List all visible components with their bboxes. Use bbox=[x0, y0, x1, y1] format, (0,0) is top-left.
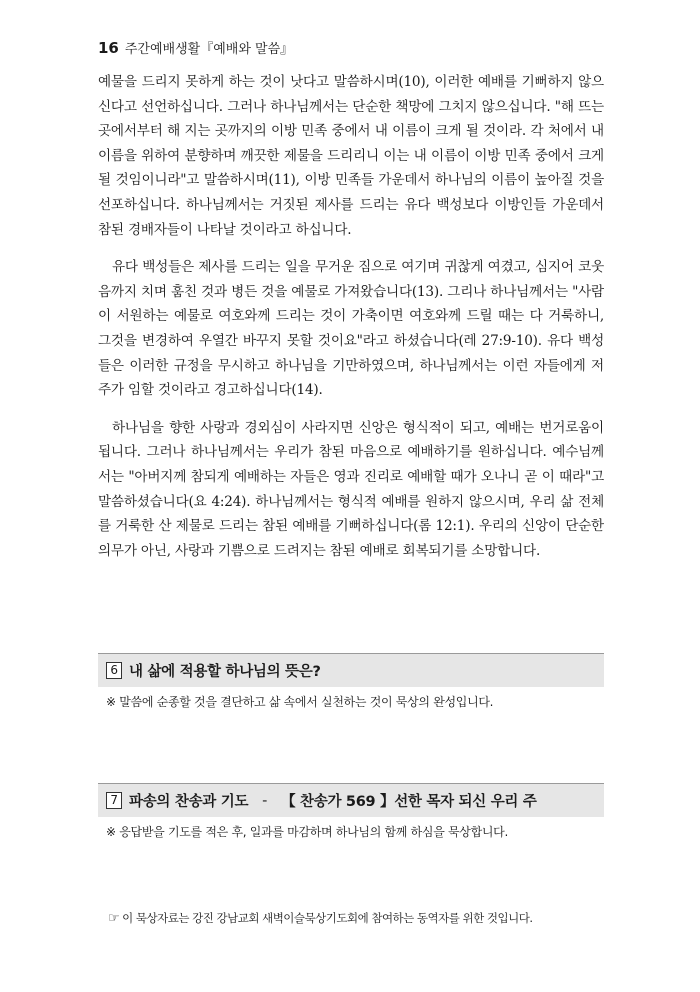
section-application bbox=[98, 653, 604, 710]
paragraph-2: 유다 백성들은 제사를 드리는 일을 무거운 짐으로 여기며 귀찮게 여겼고, 심지어 코웃음까지 치며 훔친 것과 병든 것을 예물로 가져왔습니다(13). 그리나 하나님께서는 "사람이 서원하는 예물로 여호와께 드리는 것이 가축이면 여호와께 드릴 때는 다 거룩하니, 그것을 변경하여 우열간 바꾸지 못할 것이요"라고 하셨습니다(레 27:9-10). 유다 백성들은 이러한 규정을 무시하고 하나님을 기만하였으며, 하나님께서는 이런 자들에게 저주가 임할 것이라고 경고하십니다(14). bbox=[98, 259, 604, 399]
footer-text: 이 묵상자료는 강진 강남교회 새벽이슬묵상기도회에 참여하는 동역자를 위한 것입니다. bbox=[122, 911, 533, 925]
pointing-hand-icon: ☞ bbox=[108, 911, 120, 926]
section-sending-header bbox=[98, 783, 604, 817]
section-number-badge: 6 bbox=[106, 662, 122, 679]
section-application-title: 내 삶에 적용할 하나님의 뜻은? bbox=[129, 664, 321, 680]
paragraph-1: 예물을 드리지 못하게 하는 것이 낫다고 말씀하시며(10), 이러한 예배를 기뻐하지 않으신다고 선언하십니다. 그러나 하나님께서는 단순한 책망에 그치지 않으십니다. "해 뜨는 곳에서부터 해 지는 곳까지의 이방 민족 중에서 내 이름이 크게 될 것이라. 각 처에서 내 이름을 위하여 분향하며 깨끗한 제물을 드리리니 이는 내 이름이 이방 민족 중에서 크게 될 것임이니라"고 말씀하시며(11), 이방 민족들 가운데서 하나님의 이름이 높아질 것을 선포하십니다. 하나님께서는 거짓된 제사를 드리는 유다 백성보다 이방인들 가운데서 참된 경배자들이 나타날 것이라고 하십니다. bbox=[98, 74, 604, 238]
section-sending-note: ※ 응답받을 기도를 적은 후, 일과를 마감하며 하나님의 함께 하심을 묵상합니다. bbox=[106, 825, 508, 839]
section-number-badge: 7 bbox=[106, 792, 122, 809]
publication-title: 주간예배생활『예배와 말씀』 bbox=[124, 42, 294, 57]
section-application-note: ※ 말씀에 순종할 것을 결단하고 삶 속에서 실천하는 것이 묵상의 완성입니다. bbox=[106, 695, 494, 709]
page-header bbox=[98, 38, 293, 57]
footer-notice bbox=[108, 910, 532, 926]
section-sending bbox=[98, 783, 604, 840]
paragraph-3: 하나님을 향한 사랑과 경외심이 사라지면 신앙은 형식적이 되고, 예배는 번거로움이 됩니다. 그러나 하나님께서는 우리가 참된 마음으로 예배하기를 원하십니다. 예수님께서는 "아버지께 참되게 예배하는 자들은 영과 진리로 예배할 때가 오나니 곧 이 때라"고 말씀하셨습니다(요 4:24). 하나님께서는 형식적 예배를 원하지 않으시며, 우리 삶 전체를 거룩한 산 제물로 드리는 참된 예배를 기뻐하십니다(롬 12:1). 우리의 신앙이 단순한 의무가 아닌, 사랑과 기쁨으로 드려지는 참된 예배로 회복되기를 소망합니다. bbox=[98, 419, 604, 559]
page-number: 16 bbox=[98, 39, 119, 57]
title-separator: - bbox=[262, 792, 268, 809]
section-sending-title: 파송의 찬송과 기도 bbox=[129, 794, 249, 810]
hymn-reference: 【 찬송가 569 】선한 목자 되신 우리 주 bbox=[281, 794, 537, 810]
section-application-header bbox=[98, 653, 604, 687]
main-text bbox=[98, 70, 604, 563]
